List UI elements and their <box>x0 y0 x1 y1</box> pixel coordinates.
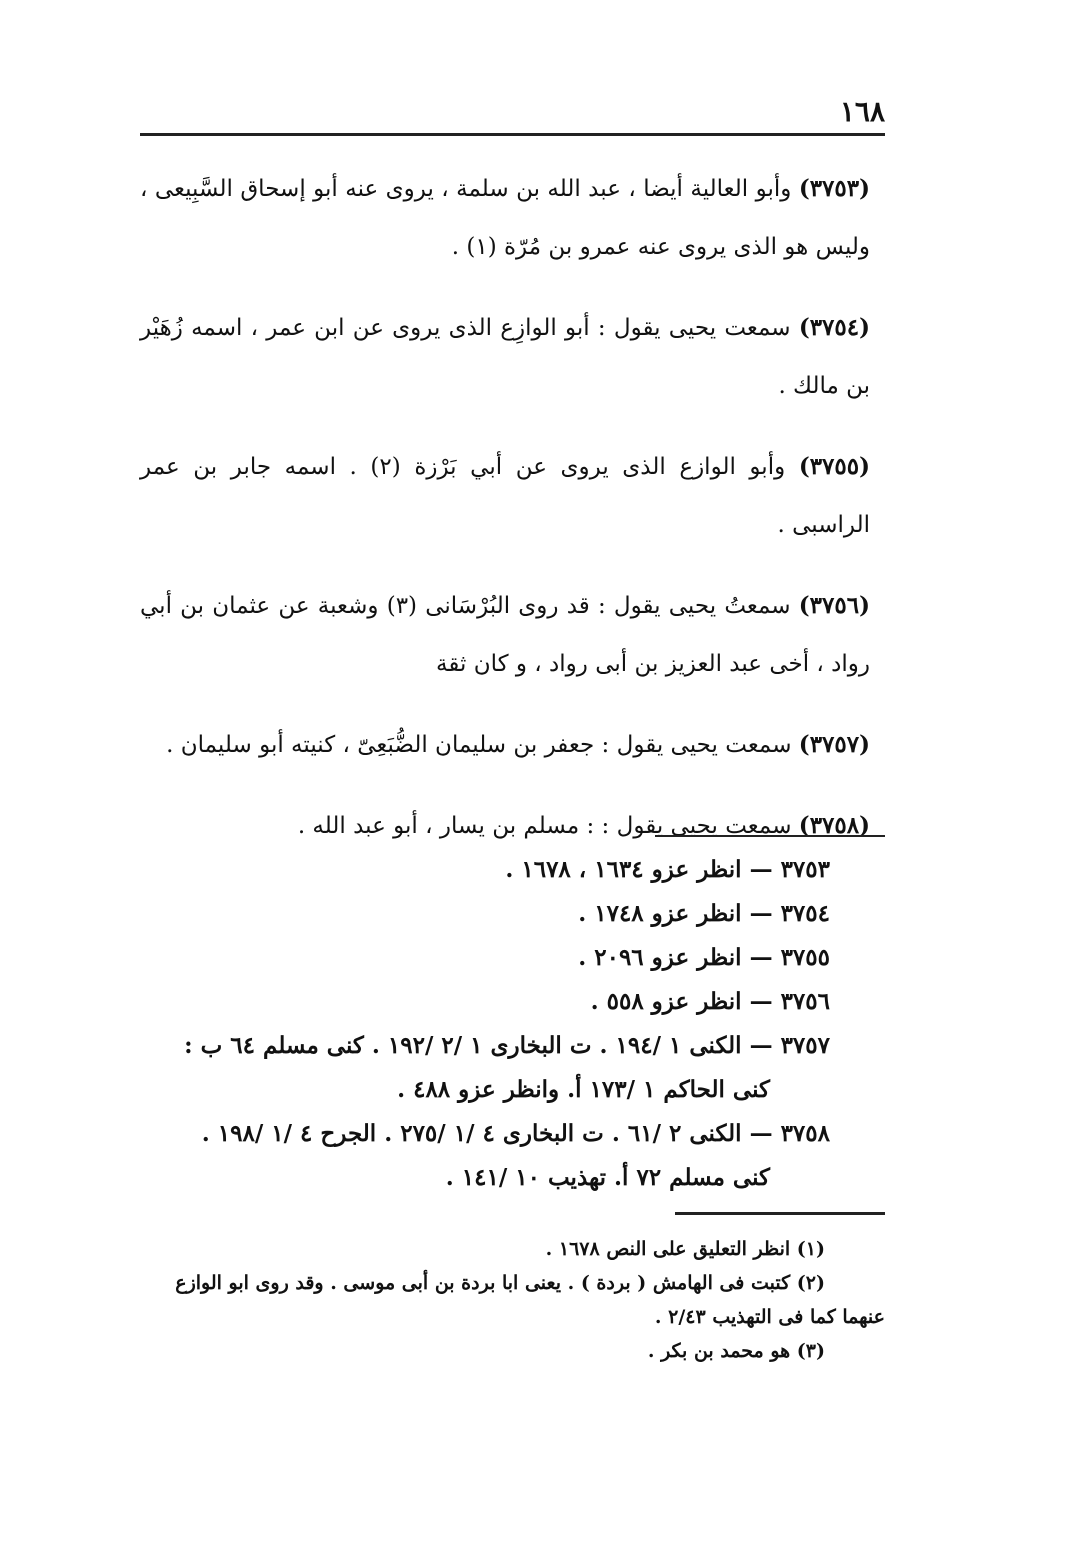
entry-number: (٣٧٥٥) <box>798 453 871 480</box>
entry-text: سمعت يحيى يقول : جعفر بن سليمان الضُّبَعِىّ ، كنيته أبو سليمان . <box>166 732 792 758</box>
entry-number: (٣٧٥٦) <box>798 592 870 619</box>
entry-text: وأبو العالية أيضا ، عبد الله بن سلمة ، يروى عنه أبو إسحاق السَّبِيعى ، وليس هو الذى يروى عنه عمرو بن مُرّة (١) . <box>140 176 870 260</box>
footnote-text: (٣) هو محمد بن بكر . <box>647 1340 825 1362</box>
footnote-text: (١) انظر التعليق على النص ١٦٧٨ . <box>545 1238 825 1260</box>
reference-3758 <box>140 1112 830 1200</box>
footnotes-divider <box>675 1212 885 1215</box>
reference-3754 <box>140 892 830 936</box>
entry-number: (٣٧٥٣) <box>798 175 871 202</box>
entry-3757 <box>140 716 870 774</box>
reference-line: ٣٧٥٨ — الكنى ٢ /٦١ . ت البخارى ٤ /١ /٢٧٥ . الجرح ٤ /١ /١٩٨ . <box>201 1120 830 1147</box>
entry-3758 <box>140 797 870 855</box>
reference-line: ٣٧٥٦ — انظر عزو ٥٥٨ . <box>590 988 830 1015</box>
reference-3755 <box>140 936 830 980</box>
reference-line: ٣٧٥٤ — انظر عزو ١٧٤٨ . <box>578 900 830 927</box>
entry-number: (٣٧٥٨) <box>798 812 870 839</box>
footnote-1 <box>140 1232 885 1266</box>
entry-number: (٣٧٥٧) <box>798 731 870 758</box>
entry-number: (٣٧٥٤) <box>798 314 871 341</box>
reference-3757 <box>140 1024 830 1112</box>
reference-3753 <box>140 848 830 892</box>
page-number: ١٦٨ <box>839 95 885 128</box>
references-section <box>140 848 830 1200</box>
entry-text: سمعت يحيى يقول : أبو الوازِع الذى يروى عن ابن عمر ، اسمه زُهَيْر بن مالك . <box>140 315 870 399</box>
reference-continuation: كنى مسلم ٧٢ أ. تهذيب ١٠ /١٤١ . <box>445 1164 770 1191</box>
reference-continuation: كنى الحاكم ١ /١٧٣ أ. وانظر عزو ٤٨٨ . <box>397 1076 770 1103</box>
reference-line: ٣٧٥٥ — انظر عزو ٢٠٩٦ . <box>578 944 830 971</box>
references-divider <box>655 835 885 837</box>
reference-line: ٣٧٥٣ — انظر عزو ١٦٣٤ ، ١٦٧٨ . <box>505 856 830 883</box>
footnote-2 <box>140 1266 885 1334</box>
footnote-text: (٢) كتبت فى الهامش ( بردة ) . يعنى ابا بردة بن أبى موسى . وقد روى ابو الوازع عنهما كما فى التهذيب ٢/٤٣ . <box>175 1272 885 1328</box>
footnotes-section <box>140 1232 885 1368</box>
entry-text: وأبو الوازع الذى يروى عن أبي بَرْزة (٢) . اسمه جابر بن عمر الراسبى . <box>140 454 870 538</box>
entries-section <box>140 160 870 869</box>
footnote-3 <box>140 1334 885 1368</box>
entry-text: سمعت يحيى يقول : : مسلم بن يسار ، أبو عبد الله . <box>297 813 792 839</box>
entry-text: سمعتُ يحيى يقول : قد روى البُرْسَانى (٣) وشعبة عن عثمان بن أبي رواد ، أخى عبد العزيز بن أبى رواد ، و كان ثقة <box>140 593 870 677</box>
reference-line: ٣٧٥٧ — الكنى ١ /١٩٤ . ت البخارى ١ /٢ /١٩٢ . كنى مسلم ٦٤ ب : <box>184 1032 830 1059</box>
entry-3754 <box>140 299 870 415</box>
entry-3753 <box>140 160 870 276</box>
entry-3755 <box>140 438 870 554</box>
reference-3756 <box>140 980 830 1024</box>
header-rule <box>140 133 885 136</box>
entry-3756 <box>140 577 870 693</box>
